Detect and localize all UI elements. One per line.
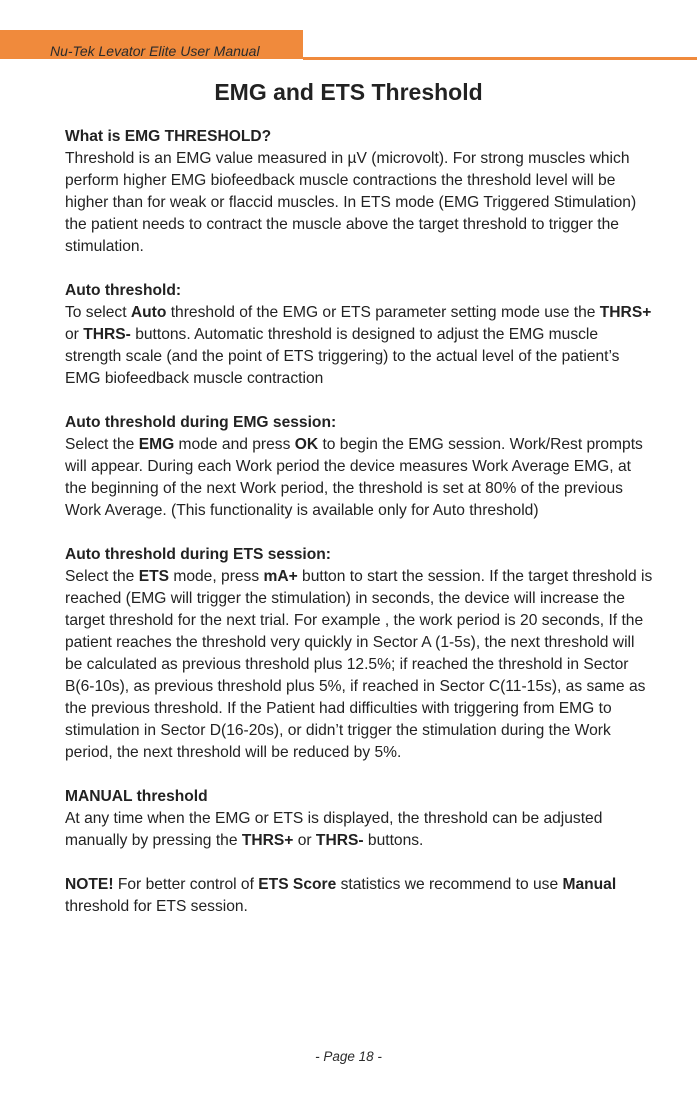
section-heading: Auto threshold during EMG session: — [65, 414, 337, 431]
bold-term: THRS+ — [241, 832, 294, 849]
section-auto-threshold-emg — [65, 412, 655, 522]
section-paragraph — [65, 808, 655, 852]
bold-term: THRS- — [83, 326, 131, 343]
bold-term: THRS+ — [599, 304, 652, 321]
text-run: To select — [65, 304, 131, 321]
section-auto-threshold — [65, 280, 655, 390]
section-heading: Auto threshold during ETS session: — [65, 546, 331, 563]
text-run: Select the — [65, 568, 139, 585]
text-run: buttons. Automatic threshold is designed to adjust the EMG muscle strength scale (and the point of ETS triggering) to the actual level of the patient’s EMG biofeedback muscle contraction — [65, 326, 620, 387]
section-paragraph — [65, 434, 655, 522]
bold-term: ETS — [138, 568, 170, 585]
section-note — [65, 874, 655, 918]
page-title: EMG and ETS Threshold — [214, 79, 483, 105]
paragraph-text: Threshold is an EMG value measured in µV (microvolt). For strong muscles which perform higher EMG biofeedback muscle contractions the threshold level will be higher than for weak or flaccid muscles. In ETS mode (EMG Triggered Stimulation) the patient needs to contract the muscle above the target threshold to trigger the stimulation. — [65, 150, 637, 255]
header-rule — [303, 57, 697, 60]
section-heading: Auto threshold: — [65, 282, 182, 299]
text-run: buttons. — [363, 832, 424, 849]
bold-term: THRS- — [315, 832, 364, 849]
text-run: For better control of — [113, 876, 259, 893]
section-heading: What is EMG THRESHOLD? — [65, 128, 272, 145]
bold-term: ETS Score — [258, 876, 337, 893]
section-paragraph — [65, 566, 655, 764]
section-heading: MANUAL threshold — [65, 788, 208, 805]
text-run: statistics we recommend to use — [336, 876, 563, 893]
bold-term: Auto — [130, 304, 167, 321]
manual-title: Nu-Tek Levator Elite User Manual — [50, 43, 260, 59]
note-label: NOTE! — [65, 876, 114, 893]
bold-term: Manual — [562, 876, 617, 893]
note-paragraph — [65, 874, 655, 918]
section-paragraph — [65, 302, 655, 390]
text-run: or — [65, 326, 84, 343]
document-body — [65, 126, 655, 918]
section-paragraph — [65, 148, 655, 258]
bold-term: mA+ — [263, 568, 298, 585]
text-run: to begin the EMG session. Work/Rest prompts will appear. During each Work period the device measures Work Average EMG, at the beginning of the next Work period, the threshold is set at 80% of the previous Work Average. (This functionality is available only for Auto threshold) — [65, 436, 643, 519]
text-run: Select the — [65, 436, 139, 453]
section-manual-threshold — [65, 786, 655, 852]
bold-term: OK — [294, 436, 319, 453]
text-run: mode, press — [169, 568, 264, 585]
section-auto-threshold-ets — [65, 544, 655, 764]
section-what-is-emg-threshold — [65, 126, 655, 258]
text-run: At any time when the EMG or ETS is displayed, the threshold can be adjusted manually by pressing the — [65, 810, 603, 849]
bold-term: EMG — [138, 436, 175, 453]
page-number: - Page 18 - — [315, 1049, 382, 1064]
text-run: threshold for ETS session. — [65, 898, 248, 915]
text-run: mode and press — [174, 436, 295, 453]
text-run: threshold of the EMG or ETS parameter setting mode use the — [166, 304, 600, 321]
text-run: or — [293, 832, 316, 849]
text-run: button to start the session. If the target threshold is reached (EMG will trigger the stimulation) in seconds, the device will increase the target threshold for the next trial. For example , the work period is 20 seconds, If the patient reaches the threshold very quickly in Sector A (1-5s), the next threshold will be calculated as previous threshold plus 12.5%; if reached the threshold in Sector B(6-10s), as previous threshold plus 5%, if reached in Sector C(11-15s), as same as the previous threshold. If the Patient had difficulties with triggering from EMG to stimulation in Sector D(16-20s), or didn’t trigger the stimulation during the Work period, the next threshold will be reduced by 5%. — [65, 568, 653, 761]
